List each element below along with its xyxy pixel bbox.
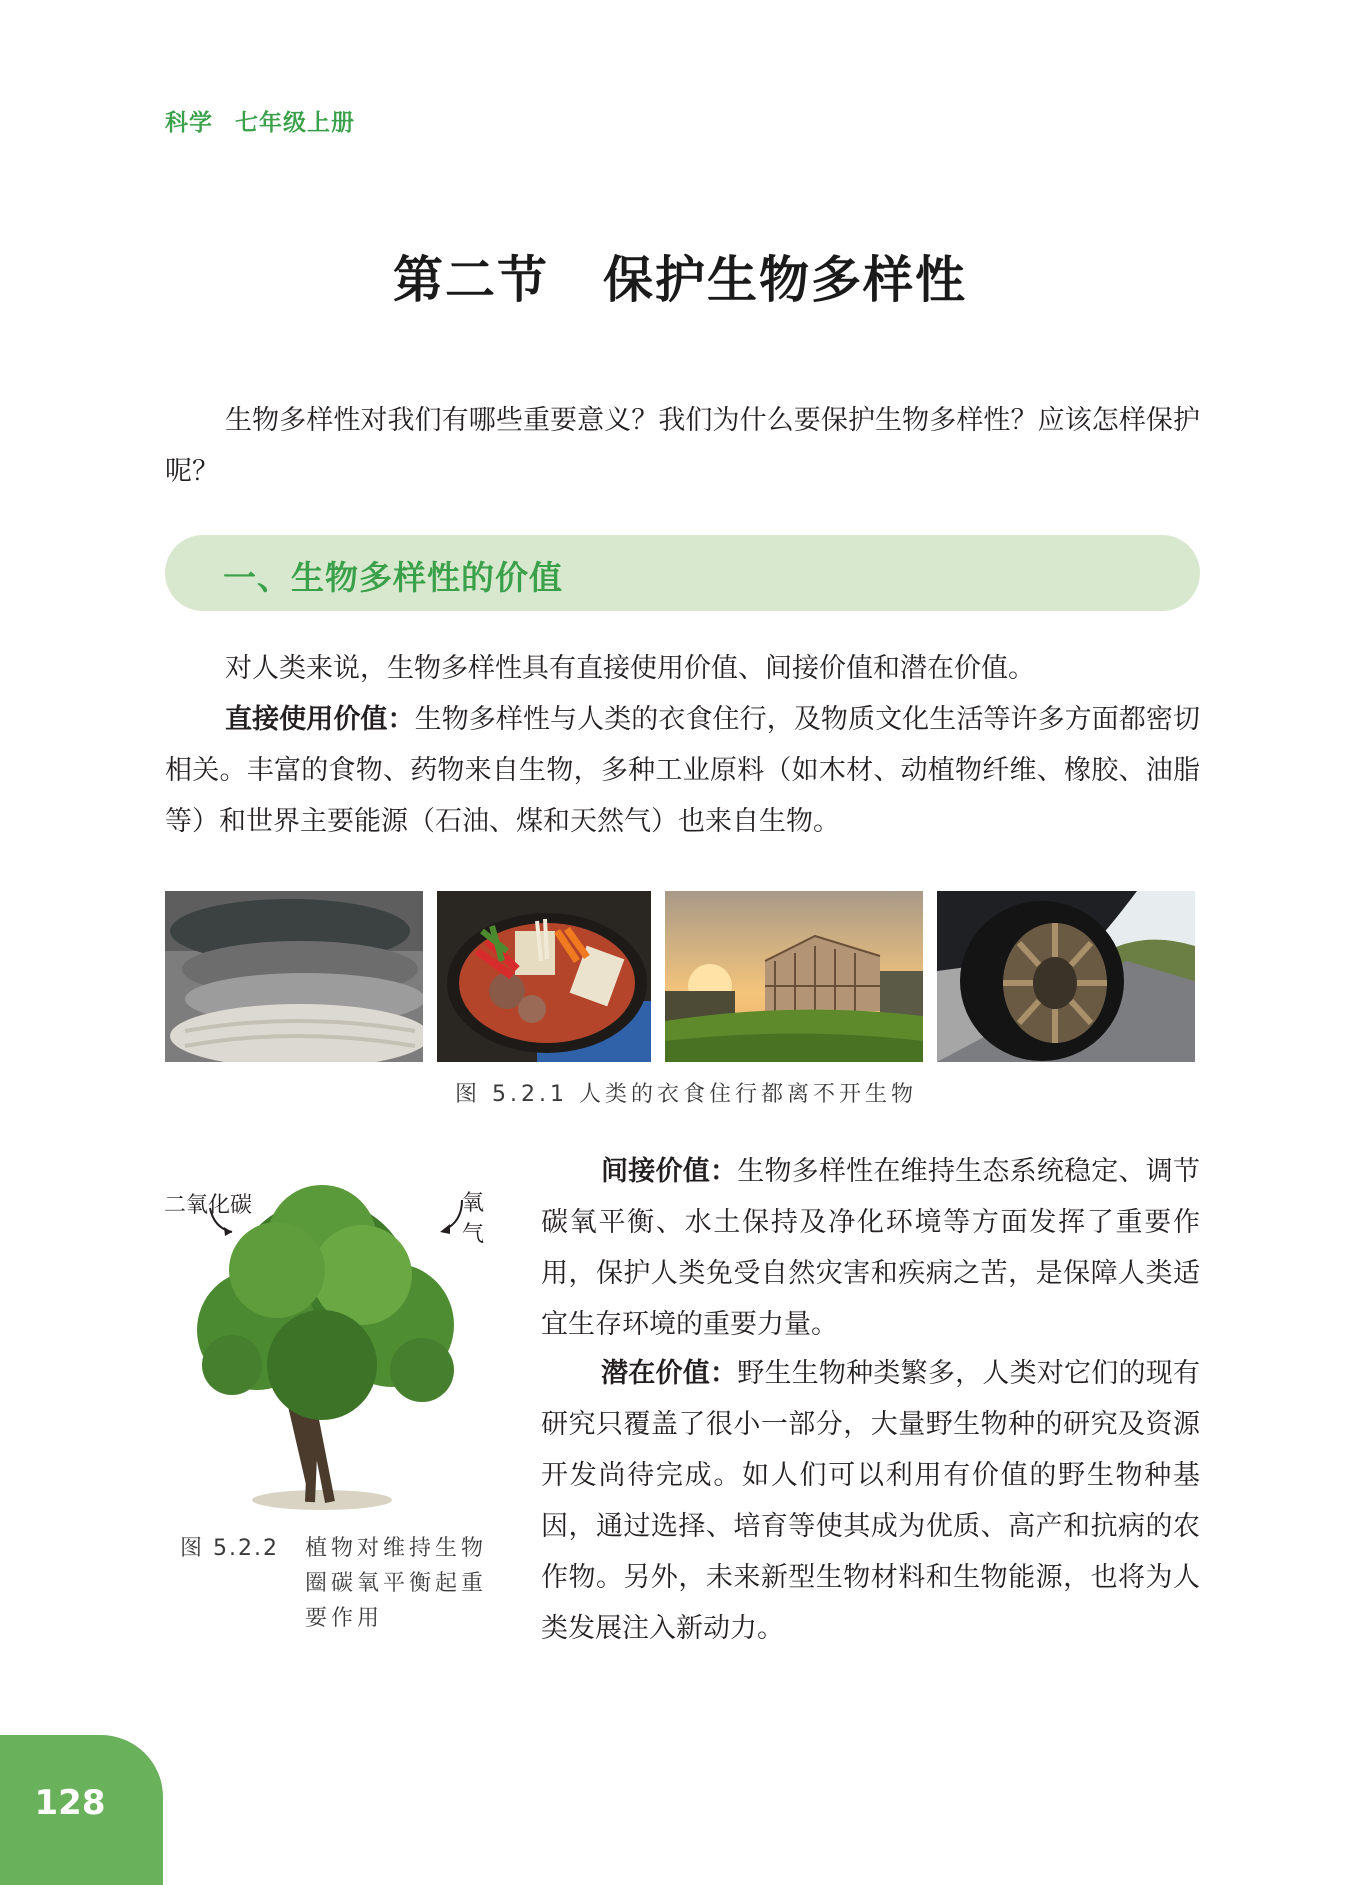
figure-5-2-2-caption-line2: 圈碳氧平衡起重 — [305, 1571, 488, 1596]
figure-5-2-2-tree — [162, 1180, 502, 1520]
direct-value-text: 生物多样性与人类的衣食住行，及物质文化生活等许多方面都密切相关。丰富的食物、药物来自生物，多种工业原料（如木材、动植物纤维、橡胶、油脂等）和世界主要能源（石油、煤和天然气）也来自生物。 — [165, 704, 1201, 837]
header-subject: 科学 — [165, 110, 213, 136]
page-number: 128 — [34, 1783, 106, 1823]
indirect-value-paragraph — [541, 1146, 1200, 1350]
potential-value-paragraph — [541, 1348, 1200, 1654]
photo-house-construction — [665, 891, 923, 1062]
carbon-dioxide-label: 二氧化碳 — [164, 1193, 253, 1218]
section-heading-banner — [165, 535, 1200, 611]
header-grade: 七年级上册 — [235, 110, 355, 136]
indirect-value-text: 生物多样性在维持生态系统稳定、调节碳氧平衡、水土保持及净化环境等方面发挥了重要作用，保护人类免受自然灾害和疾病之苦，是保障人类适宜生存环境的重要力量。 — [541, 1156, 1201, 1340]
photo-sweaters — [165, 891, 423, 1062]
running-header — [165, 104, 355, 137]
section-heading: 一、生物多样性的价值 — [223, 558, 563, 597]
photo-hotpot — [437, 891, 651, 1062]
indirect-value-term: 间接价值： — [601, 1156, 738, 1187]
page-title — [0, 240, 1360, 312]
figure-5-2-2-caption-number: 图 5.2.2 — [180, 1536, 279, 1561]
photo-car-tire — [937, 891, 1195, 1062]
figure-5-2-1-caption: 图 5.2.1 人类的衣食住行都离不开生物 — [455, 1082, 917, 1107]
values-overview-paragraph: 对人类来说，生物多样性具有直接使用价值、间接价值和潜在价值。 — [225, 653, 1035, 684]
potential-value-text: 野生生物种类繁多，人类对它们的现有研究只覆盖了很小一部分，大量野生物种的研究及资源开发尚待完成。如人们可以利用有价值的野生物种基因，通过选择、培育等使其成为优质、高产和抗病的农作物。另外，未来新型生物材料和生物能源，也将为人类发展注入新动力。 — [541, 1358, 1201, 1644]
figure-5-2-2-caption-line3: 要作用 — [305, 1606, 384, 1631]
tree-illustration — [162, 1180, 502, 1520]
intro-paragraph: 生物多样性对我们有哪些重要意义？我们为什么要保护生物多样性？应该怎样保护呢？ — [165, 405, 1200, 487]
direct-value-paragraph — [165, 694, 1200, 847]
potential-value-term: 潜在价值： — [601, 1358, 738, 1389]
section-title: 保护生物多样性 — [603, 251, 967, 309]
page-number-tab — [0, 1735, 163, 1885]
oxygen-label: 氧气 — [462, 1191, 485, 1247]
figure-5-2-2-caption-line1: 植物对维持生物 — [305, 1536, 488, 1561]
direct-value-term: 直接使用价值： — [225, 704, 415, 735]
section-number: 第二节 — [393, 251, 549, 309]
